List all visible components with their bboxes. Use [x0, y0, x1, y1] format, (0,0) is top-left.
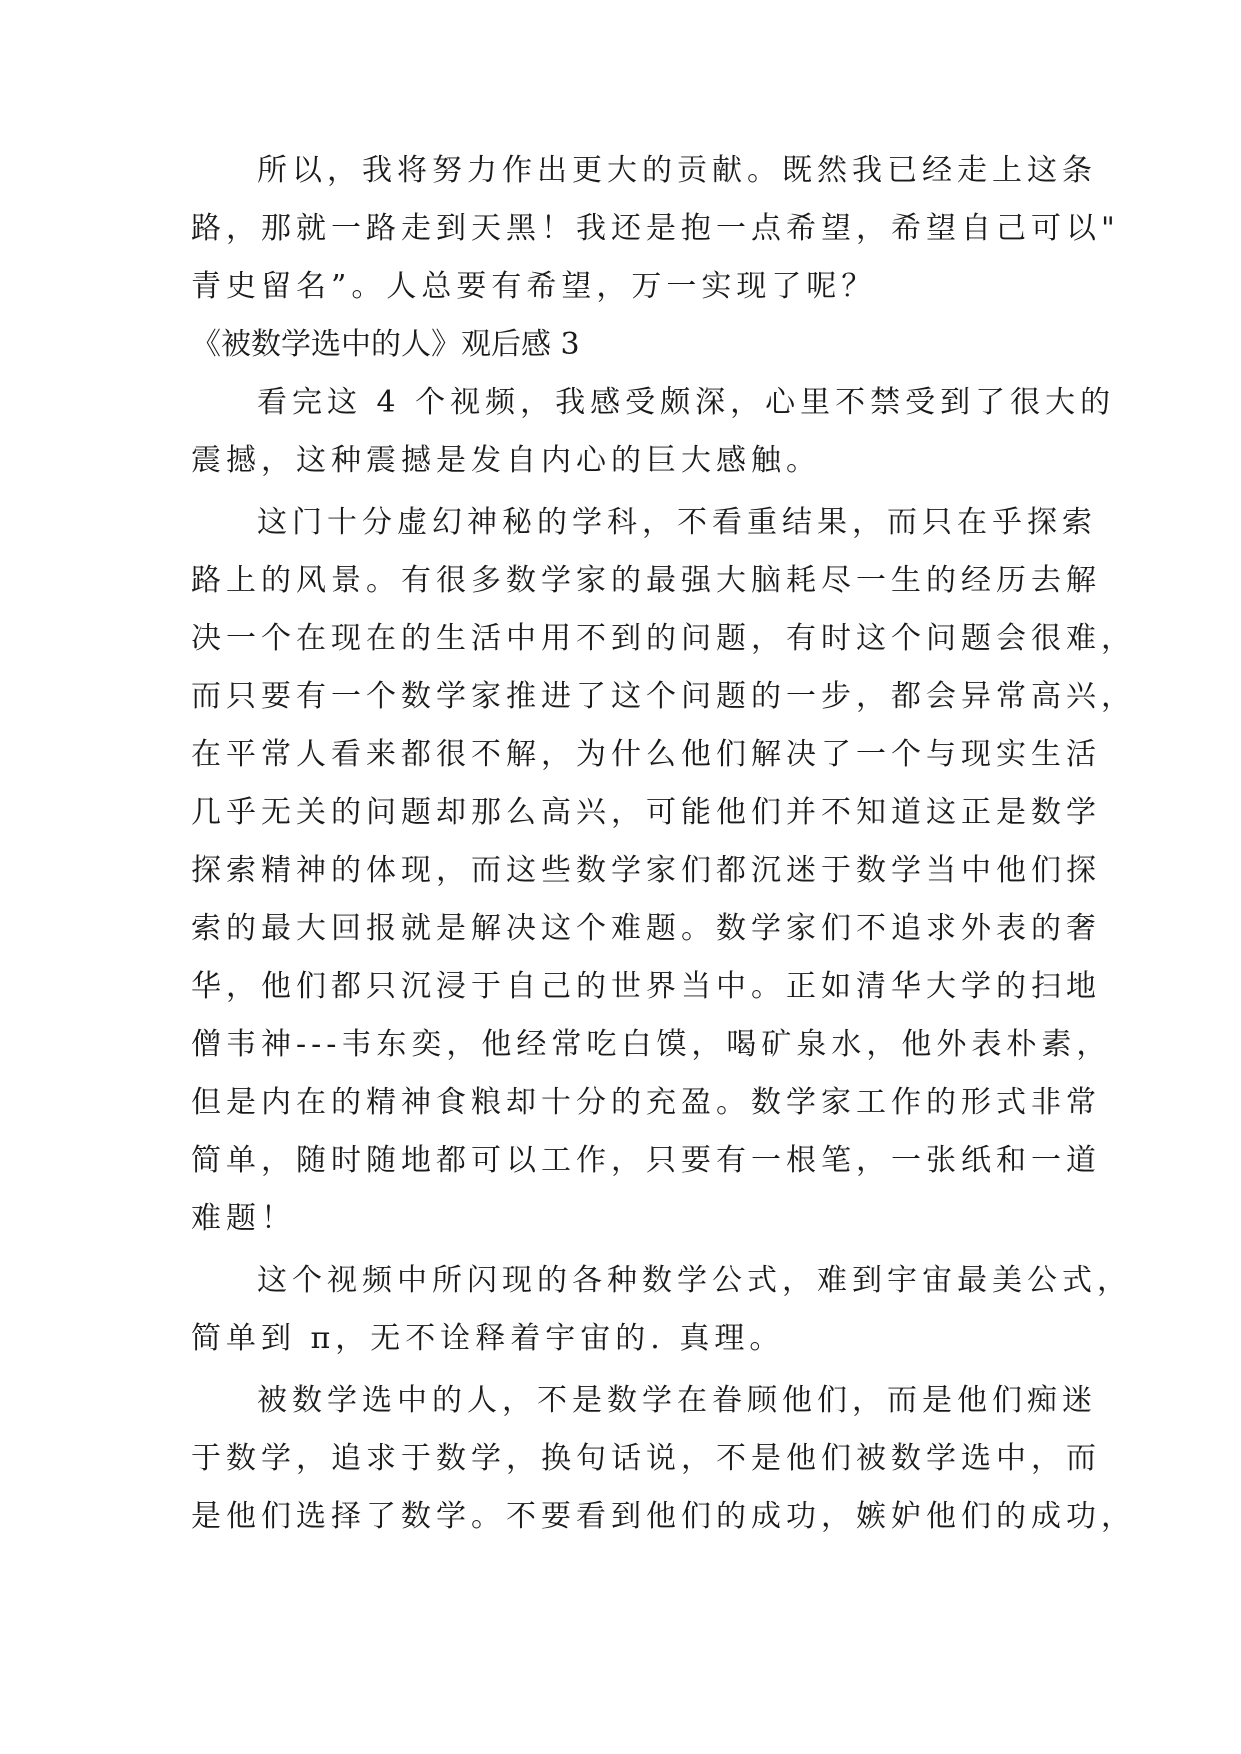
paragraph-line: 这门十分虚幻神秘的学科，不看重结果，而只在乎探索: [257, 505, 1097, 540]
paragraph-line: 但是内在的精神食粮却十分的充盈。数学家工作的形式非常: [191, 1085, 1101, 1120]
paragraph-line: 探索精神的体现，而这些数学家们都沉迷于数学当中他们探: [191, 853, 1101, 888]
paragraph-line: 震撼，这种震撼是发自内心的巨大感触。: [191, 443, 821, 478]
paragraph-line: 这个视频中所闪现的各种数学公式，难到宇宙最美公式，: [257, 1263, 1132, 1298]
paragraph-line: 看完这 4 个视频，我感受颇深，心里不禁受到了很大的: [257, 385, 1116, 420]
paragraph-line: 路，那就一路走到天黑！我还是抱一点希望，希望自己可以": [191, 211, 1120, 246]
paragraph-line: 难题！: [191, 1201, 296, 1236]
paragraph-line: 青史留名”。人总要有希望，万一实现了呢？: [191, 269, 877, 304]
document-body: [191, 153, 1136, 1560]
paragraph-line: 几乎无关的问题却那么高兴，可能他们并不知道这正是数学: [191, 795, 1101, 830]
paragraph-line: 简单，随时随地都可以工作，只要有一根笔，一张纸和一道: [191, 1143, 1101, 1178]
paragraph-line: 决一个在现在的生活中用不到的问题，有时这个问题会很难，: [191, 621, 1136, 656]
section-heading: 《被数学选中的人》观后感 3: [191, 327, 580, 362]
paragraph-line: 是他们选择了数学。不要看到他们的成功，嫉妒他们的成功，: [191, 1499, 1136, 1534]
paragraph-line: 在平常人看来都很不解，为什么他们解决了一个与现实生活: [191, 737, 1101, 772]
paragraph-line: 被数学选中的人，不是数学在眷顾他们，而是他们痴迷: [257, 1383, 1097, 1418]
paragraph-line: 于数学，追求于数学，换句话说，不是他们被数学选中，而: [191, 1441, 1101, 1476]
paragraph-line: 所以，我将努力作出更大的贡献。既然我已经走上这条: [257, 153, 1097, 188]
paragraph-line: 华，他们都只沉浸于自己的世界当中。正如清华大学的扫地: [191, 969, 1101, 1004]
paragraph-line: 简单到 π，无不诠释着宇宙的. 真理。: [191, 1321, 785, 1356]
paragraph-line: 而只要有一个数学家推进了这个问题的一步，都会异常高兴，: [191, 679, 1136, 714]
paragraph-line: 僧韦神---韦东奕，他经常吃白馍，喝矿泉水，他外表朴素，: [191, 1027, 1112, 1062]
paragraph-line: 路上的风景。有很多数学家的最强大脑耗尽一生的经历去解: [191, 563, 1101, 598]
paragraph-line: 索的最大回报就是解决这个难题。数学家们不追求外表的奢: [191, 911, 1101, 946]
